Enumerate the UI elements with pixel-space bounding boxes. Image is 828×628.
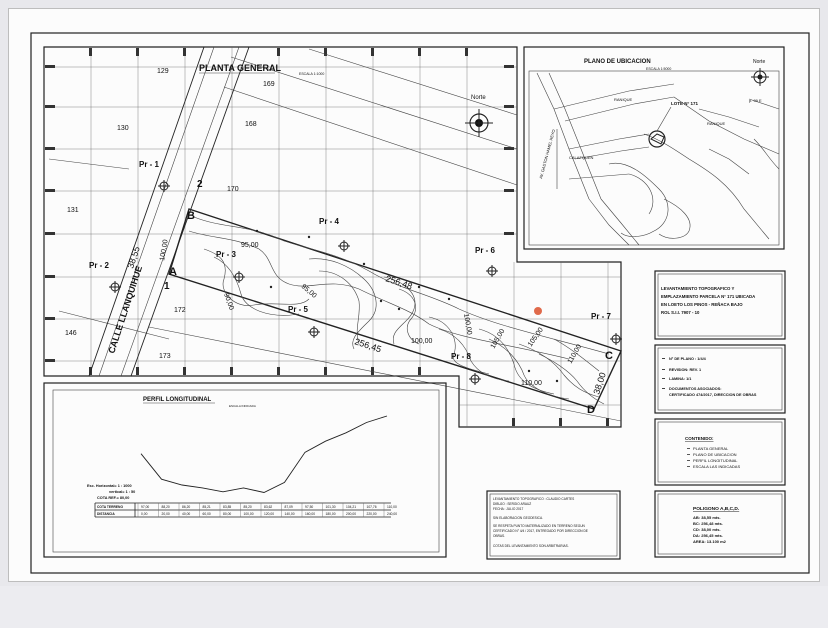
svg-text:Norte: Norte (753, 59, 766, 65)
perfil-cota-cell: 85,21 (202, 505, 211, 509)
poligono-block (655, 491, 785, 557)
north-arrow-icon (465, 95, 493, 137)
perfil-title: PERFIL LONGITUDINAL (143, 397, 212, 403)
profile-pr-7 (591, 312, 622, 345)
perfil-dist-cell: 40,00 (182, 512, 191, 516)
perfil-row-label: DISTANCIA (97, 512, 115, 516)
perfil-cota-cell: 107,76 (366, 505, 377, 509)
lot-number: 170 (227, 186, 239, 193)
vertex-d: D (587, 404, 595, 416)
ubicacion-panel (524, 47, 784, 249)
svg-text:Pr - 4: Pr - 4 (319, 217, 340, 226)
perfil-terrain-curve (141, 416, 387, 493)
note-line: COTAS DEL LEVANTAMIENTO SON ARBITRARIAS. (493, 544, 569, 548)
viewer-bottom-bar (0, 586, 828, 628)
note-line: CERTIFICADO N° 4/4 / 2017, ENTREGADO POR DIRECCION DE (493, 529, 588, 533)
contour-label: 110,00 (566, 343, 584, 365)
svg-text:Pr - 5: Pr - 5 (288, 305, 309, 314)
perfil-cota-cell: 83,85 (223, 505, 232, 509)
side-dim-bc: 256,48 (384, 273, 414, 292)
location-marker-dot (534, 307, 542, 315)
title-line: LEVANTAMIENTO TOPOGRAFICO Y (661, 286, 735, 291)
poligono-row: AB: 38,55 mts. (693, 515, 721, 520)
poligono-row: BC: 256,48 mts. (693, 521, 723, 526)
info-item: DOCUMENTOS ASOCIADOS: (669, 387, 722, 391)
perfil-scale-note: Esc. Horizontal= 1 : 1000 (87, 484, 132, 488)
side-dim-cd: 38,00 (591, 371, 608, 396)
svg-text:Norte: Norte (471, 95, 486, 101)
ubicacion-border (524, 47, 784, 249)
street-label: CALLE LLANQUIHUE (106, 264, 145, 355)
profile-pr-4 (319, 217, 350, 252)
note-line: LEVANTAMIENTO TOPOGRAFICO : CLAUDIO CARTES (493, 497, 575, 501)
title-line: EMPLAZAMIENTO PARCELA N° 171 UBICADA (661, 294, 756, 299)
perfil-row-label: COTA TERRENO (97, 505, 124, 509)
parcel-polygon (169, 209, 621, 409)
street-calle-llanquihue (89, 47, 249, 376)
poligono-row: AREA: 13.100 m2 (693, 539, 726, 544)
info-item: N° DE PLANO : 1/4/4 (669, 357, 706, 361)
lot-number: 173 (159, 353, 171, 360)
perfil-cota-cell: 104,21 (346, 505, 357, 509)
vertex-b: B (187, 210, 195, 222)
lote-label: LOTE N° 171 (671, 101, 699, 106)
svg-text:Pr - 7: Pr - 7 (591, 312, 612, 321)
note-line: SE RESPETA PUNTO MATERIALIZADO EN TERRENO SEGUN (493, 524, 585, 528)
side-dim-da: 256,45 (353, 336, 383, 355)
contour-label: 95,00 (241, 242, 259, 249)
lot-number: 169 (263, 81, 275, 88)
planta-border (44, 47, 621, 427)
perfil-dist-cell: 200,00 (346, 512, 357, 516)
contour-label: 100,00 (159, 239, 170, 262)
profile-pr-3 (216, 250, 245, 283)
contour-label: 90,00 (222, 292, 235, 312)
street-name: AV. GASTON HAMEL REYO (538, 128, 557, 180)
info-item: CERTIFICADO 474/2017, DIRECCION DE OBRAS (669, 393, 757, 397)
planta-title: PLANTA GENERAL (199, 63, 281, 73)
perfil-cota-cell: 87,09 (284, 505, 293, 509)
profile-pr-5 (288, 305, 320, 338)
coordinate-grid (44, 47, 621, 427)
street-name: p. 99 E (749, 98, 762, 103)
perfil-dist-cell: 220,00 (366, 512, 377, 516)
contenido-block (655, 419, 785, 485)
contenido-item: ESCALA LAS INDICADAS (693, 464, 741, 469)
poligono-row: CD: 38,00 mts. (693, 527, 721, 532)
perfil-cota-cell: 97,50 (305, 505, 314, 509)
perfil-cota-cell: 110,00 (387, 505, 397, 509)
perfil-scale-note: COTA REF.= 80,00 (97, 496, 130, 500)
perfil-cota-cell: 101,30 (325, 505, 336, 509)
contour-label: 105,00 (489, 327, 507, 350)
perfil-dist-cell: 100,00 (243, 512, 254, 516)
info-item: REVISION: REV. 1 (669, 368, 702, 372)
perfil-dist-cell: 140,00 (284, 512, 295, 516)
contenido-title: CONTENIDO: (685, 436, 714, 441)
planta-general-panel (44, 47, 622, 427)
svg-text:Pr - 1: Pr - 1 (139, 160, 160, 169)
vertex-2: 2 (197, 179, 203, 190)
street-name: RANIQUE (614, 97, 633, 102)
lot-numbers (65, 68, 275, 360)
perfil-scale-note: vertical= 1 : 50 (109, 490, 136, 494)
lot-number: 131 (67, 207, 79, 214)
title-line: EN LOETO LOS PINOS - REÑACA BAJO (661, 302, 743, 307)
perfil-dist-cell: 20,00 (161, 512, 170, 516)
note-line: OBRAS. (493, 534, 506, 538)
svg-text:Pr - 3: Pr - 3 (216, 250, 237, 259)
notes-block (487, 491, 620, 559)
note-line: FECHA : JULIO 2017 (493, 507, 524, 511)
contour-label: 110,00 (521, 380, 542, 387)
title-block (655, 271, 785, 339)
poligono-title: POLIGONO A,B,C,D. (693, 507, 740, 512)
ubicacion-north-icon (751, 59, 769, 86)
perfil-dist-cell: 160,00 (305, 512, 316, 516)
plano-info-block (655, 345, 785, 413)
perfil-dist-cell: 240,00 (387, 512, 398, 516)
perfil-cota-cell: 83,62 (264, 505, 273, 509)
lot-number: 168 (245, 121, 257, 128)
contenido-item: PERFIL LONGITUDINAL (693, 458, 738, 463)
poligono-row: DA: 256,45 mts. (693, 533, 723, 538)
note-line: SIN ELABORACION GEODESICA. (493, 516, 543, 520)
contenido-item: PLANO DE UBICACION (693, 452, 737, 457)
ubicacion-scale: ESCALA 1:5000 (646, 67, 672, 71)
perfil-cota-cell: 85,20 (243, 505, 252, 509)
drawing-sheet (8, 8, 820, 582)
contenido-item: PLANTA GENERAL (693, 446, 729, 451)
lot-number: 130 (117, 125, 129, 132)
perfil-cota-cell: 97,00 (141, 505, 150, 509)
perfil-dist-cell: 60,00 (202, 512, 211, 516)
perfil-cota-cell: 88,20 (161, 505, 170, 509)
perfil-cota-cell: 86,20 (182, 505, 191, 509)
note-line: DIBUJO : SERGIO ARAUZ (493, 502, 532, 506)
svg-text:Pr - 6: Pr - 6 (475, 246, 496, 255)
perfil-dist-cell: 0,00 (141, 512, 148, 516)
svg-text:Pr - 8: Pr - 8 (451, 352, 472, 361)
lot-number: 172 (174, 307, 186, 314)
lot-number: 129 (157, 68, 169, 75)
perfil-dist-cell: 180,00 (325, 512, 336, 516)
svg-text:Pr - 2: Pr - 2 (89, 261, 110, 270)
perfil-panel (44, 383, 446, 557)
drawing-canvas (9, 9, 820, 582)
contour-label: 100,00 (462, 313, 473, 336)
perfil-dist-cell: 120,00 (264, 512, 275, 516)
planta-scale: ESCALA 1:1000 (299, 72, 325, 76)
contour-label: 95,00 (299, 283, 318, 300)
vertex-c: C (605, 350, 613, 362)
vertex-a: A (169, 266, 177, 278)
title-line: ROL S.I.I. 7907 - 10 (661, 310, 700, 315)
side-dim-ab: 38,55 (125, 245, 142, 270)
profile-pr-6 (475, 246, 498, 277)
ubicacion-title: PLANO DE UBICACION (584, 59, 651, 65)
street-name: CALAFQUEN (569, 155, 594, 160)
profile-pr-1 (139, 160, 170, 192)
contour-label: 105,00 (526, 326, 545, 349)
contour-label: 100,00 (411, 338, 433, 345)
perfil-dist-cell: 80,00 (223, 512, 232, 516)
info-item: LAMINA: 1/1 (669, 377, 692, 381)
vertex-1: 1 (164, 281, 170, 292)
lot-number: 146 (65, 330, 77, 337)
street-name: RANIQUE (707, 121, 726, 126)
perfil-scale: ESCALA INDICADA (229, 404, 256, 408)
